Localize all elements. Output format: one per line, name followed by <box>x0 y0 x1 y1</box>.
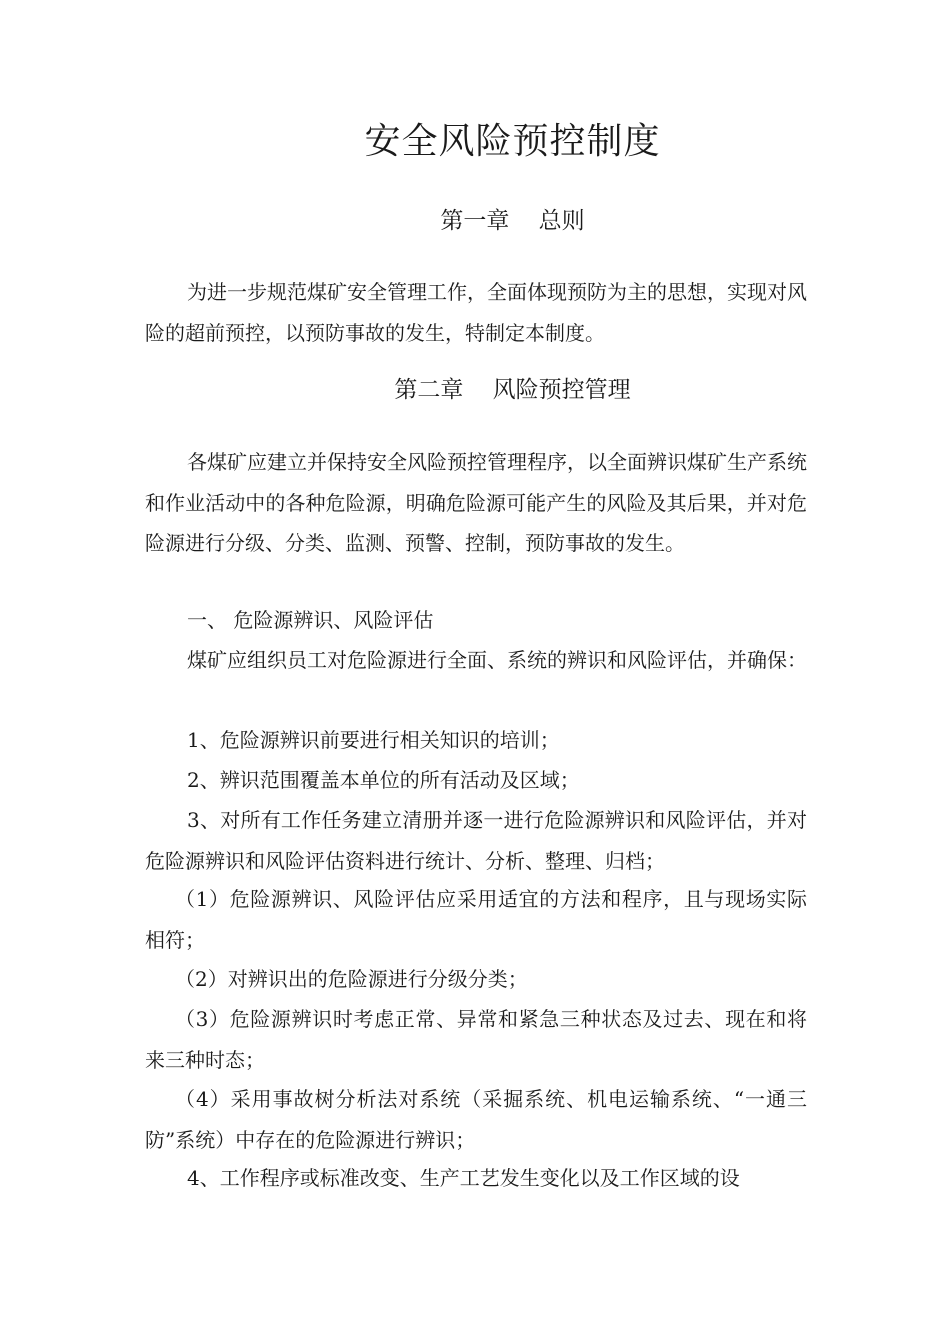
list-item-3: 3、对所有工作任务建立清册并逐一进行危险源辨识和风险评估，并对危险源辨识和风险评估资料进行统计、分析、整理、归档； <box>145 808 807 873</box>
chapter-2-paragraph: 各煤矿应建立并保持安全风险预控管理程序，以全面辨识煤矿生产系统和作业活动中的各种危险源，明确危险源可能产生的风险及其后果，并对危险源进行分级、分类、监测、预警、控制，预防事故的发生。 <box>145 450 807 555</box>
chapter-2-heading: 第二章 风险预控管理 <box>394 377 631 403</box>
section-1-heading: 一、 危险源辨识、风险评估 <box>187 608 434 632</box>
list-item-4: 4、工作程序或标准改变、生产工艺发生变化以及工作区域的设 <box>187 1166 740 1190</box>
document-title: 安全风险预控制度 <box>364 121 661 162</box>
chapter-1-paragraph: 为进一步规范煤矿安全管理工作，全面体现预防为主的思想，实现对风险的超前预控，以预防事故的发生，特制定本制度。 <box>145 280 807 345</box>
section-1-intro: 煤矿应组织员工对危险源进行全面、系统的辨识和风险评估，并确保： <box>187 648 807 672</box>
sub-item-2: （2）对辨识出的危险源进行分级分类； <box>175 967 528 991</box>
sub-item-1: （1）危险源辨识、风险评估应采用适宜的方法和程序，且与现场实际相符； <box>145 887 807 952</box>
list-item-2: 2、辨识范围覆盖本单位的所有活动及区域； <box>187 768 580 792</box>
sub-item-3: （3）危险源辨识时考虑正常、异常和紧急三种状态及过去、现在和将来三种时态； <box>145 1007 807 1072</box>
chapter-1-heading: 第一章 总则 <box>440 208 585 234</box>
sub-item-4: （4）采用事故树分析法对系统（采掘系统、机电运输系统、“一通三防”系统）中存在的危险源进行辨识； <box>145 1087 807 1152</box>
list-item-1: 1、危险源辨识前要进行相关知识的培训； <box>187 728 560 752</box>
